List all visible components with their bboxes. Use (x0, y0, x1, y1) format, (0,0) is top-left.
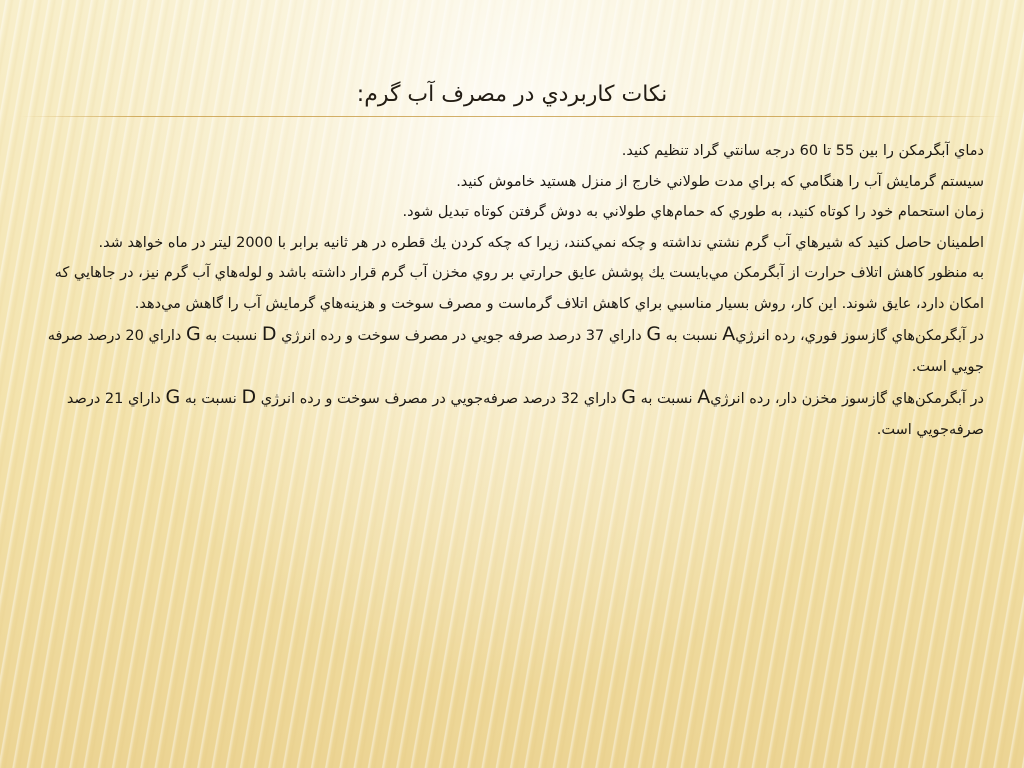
bullet-instant-gas-heaters (38, 319, 984, 382)
energy-class-label: A (697, 386, 711, 408)
energy-class-label: G (165, 386, 181, 408)
energy-class-label: G (185, 323, 201, 345)
title-divider (20, 116, 1004, 117)
bullet-turn-off-heating: سيستم گرمايش آب را هنگامي كه براي مدت طولاني خارج از منزل هستيد خاموش كنيد. (456, 173, 984, 190)
para-text: در آبگرمكن‌هاي گازسوز فوري، رده انرژي (735, 328, 984, 344)
bullet-leaking-taps: اطمينان حاصل كنيد كه شيرهاي آب گرم نشتي نداشته و چكه نمي‌كنند، زيرا كه چكه كردن يك قطره در هر ثانيه برابر با 2000 ليتر در ماه خواهد شد. (98, 234, 984, 251)
para-text: داراي 20 درصد صرفه جويي است. (47, 328, 984, 375)
para-text: نسبت به (205, 328, 258, 344)
para-text: در آبگرمكن‌هاي گازسوز مخزن دار، رده انرژي (710, 391, 984, 407)
slide-body (38, 136, 984, 445)
para-text: داراي 32 درصد صرفه‌جويي در مصرف سوخت و رده انرژي (260, 391, 617, 407)
para-text: داراي 37 درصد صرفه جويي در مصرف سوخت و رده انرژي (281, 328, 642, 344)
bullet-short-showers: زمان استحمام خود را كوتاه كنيد، به طوري كه حمام‌هاي طولاني به دوش گرفتن كوتاه تبديل شود. (402, 204, 984, 220)
energy-class-label: G (621, 386, 636, 408)
energy-class-label: D (241, 386, 257, 408)
bullet-tank-gas-heaters (38, 382, 984, 445)
para-text: نسبت به (184, 391, 237, 407)
slide-title: نكات كاربردي در مصرف آب گرم: (356, 82, 668, 107)
energy-class-label: D (261, 323, 277, 345)
para-text: نسبت به (665, 328, 718, 344)
para-text: داراي 21 درصد صرفه‌جويي است. (66, 391, 984, 438)
bullet-water-heater-temperature: دماي آبگرمكن را بين 55 تا 60 درجه سانتي گراد تنظيم كنيد. (621, 143, 984, 159)
energy-class-label: A (722, 323, 736, 345)
para-text: نسبت به (640, 391, 693, 407)
bullet-insulation: به منظور كاهش اتلاف حرارت از آبگرمكن مي‌بايست يك پوشش عايق حرارتي بر روي مخزن آب گرم قرار داشته باشد و لوله‌هاي آب گرم نيز، در جاهايي كه امكان دارد، عايق شوند. اين كار، روش بسيار مناسبي براي كاهش اتلاف گرماست و مصرف سوخت و هزينه‌هاي گرمايش آب را گاهش مي‌دهد. (54, 265, 984, 312)
energy-class-label: G (646, 323, 662, 345)
